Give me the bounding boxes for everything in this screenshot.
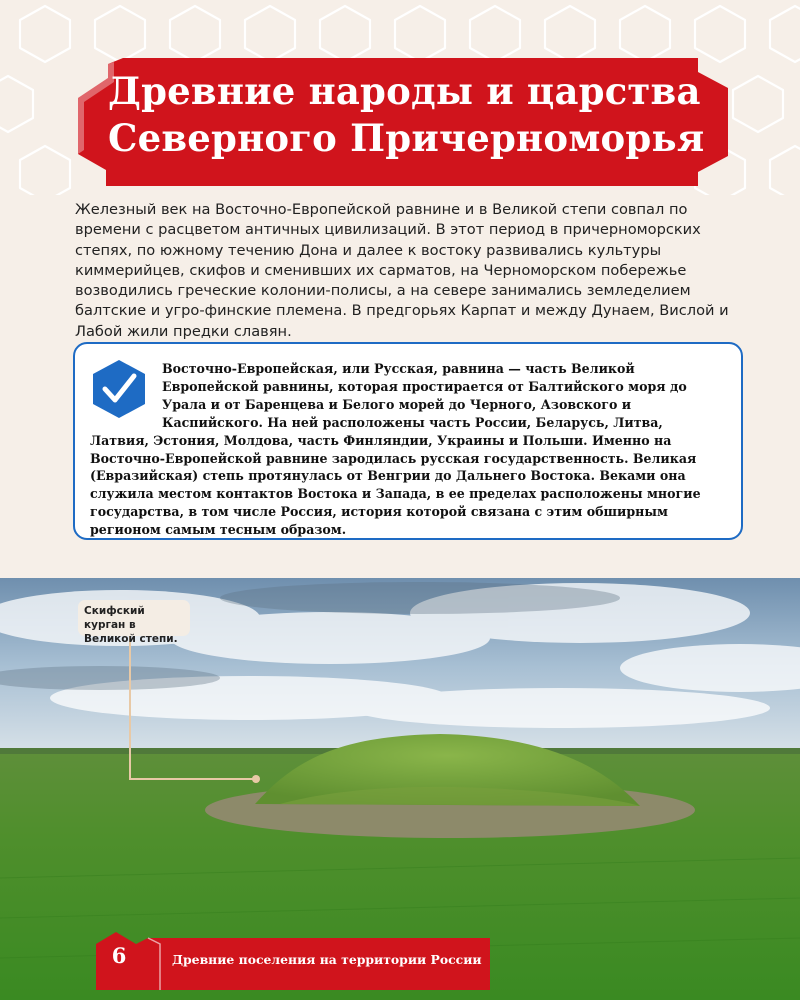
page-title bbox=[108, 68, 728, 162]
intro-paragraph: Железный век на Восточно-Европейской равнине и в Великой степи совпал по времени с расцветом античных цивилизаций. В этот период в причерноморских степях, по южному течению Дона и далее к востоку развивались культуры киммерийцев, скифов и сменивших их сарматов, на Черноморском побережье возводились греческие колонии-полисы, а на севере занимались земледелием балтские и угро-финские племена. В предгорьях Карпат и между Дунаем, Вислой и Лабой жили предки славян. bbox=[75, 201, 729, 340]
icon-spacer bbox=[90, 360, 162, 416]
page-number: 6 bbox=[111, 943, 127, 968]
photo-caption: Скифский курган в Великой степи. bbox=[78, 600, 190, 636]
title-line-2: Северного Причерноморья bbox=[108, 116, 705, 160]
info-box-text bbox=[90, 360, 720, 539]
title-line-1: Древние народы и царства bbox=[108, 69, 701, 113]
footer-section-title: Древние поселения на территории России bbox=[172, 952, 482, 967]
info-box-text-content: Восточно-Европейская, или Русская, равнина — часть Великой Европейской равнины, которая простирается от Балтийского моря до Урала и от Баренцева и Белого морей до Черного, Азовского и Каспийского. На ней расположены часть России, Беларусь, Литва, Латвия, Эстония, Молдова, часть Финляндии, Украины и Польши. Именно на Восточно-Европейской равнине зародилась русская государственность. Великая (Евразийская) степь протянулась от Венгрии до Дальнего Востока. Веками она служила местом контактов Востока и Запада, в ее пределах расположены многие государства, в том числе Россия, история которой связана с этим обширным регионом самым тесным образом. bbox=[90, 361, 701, 538]
